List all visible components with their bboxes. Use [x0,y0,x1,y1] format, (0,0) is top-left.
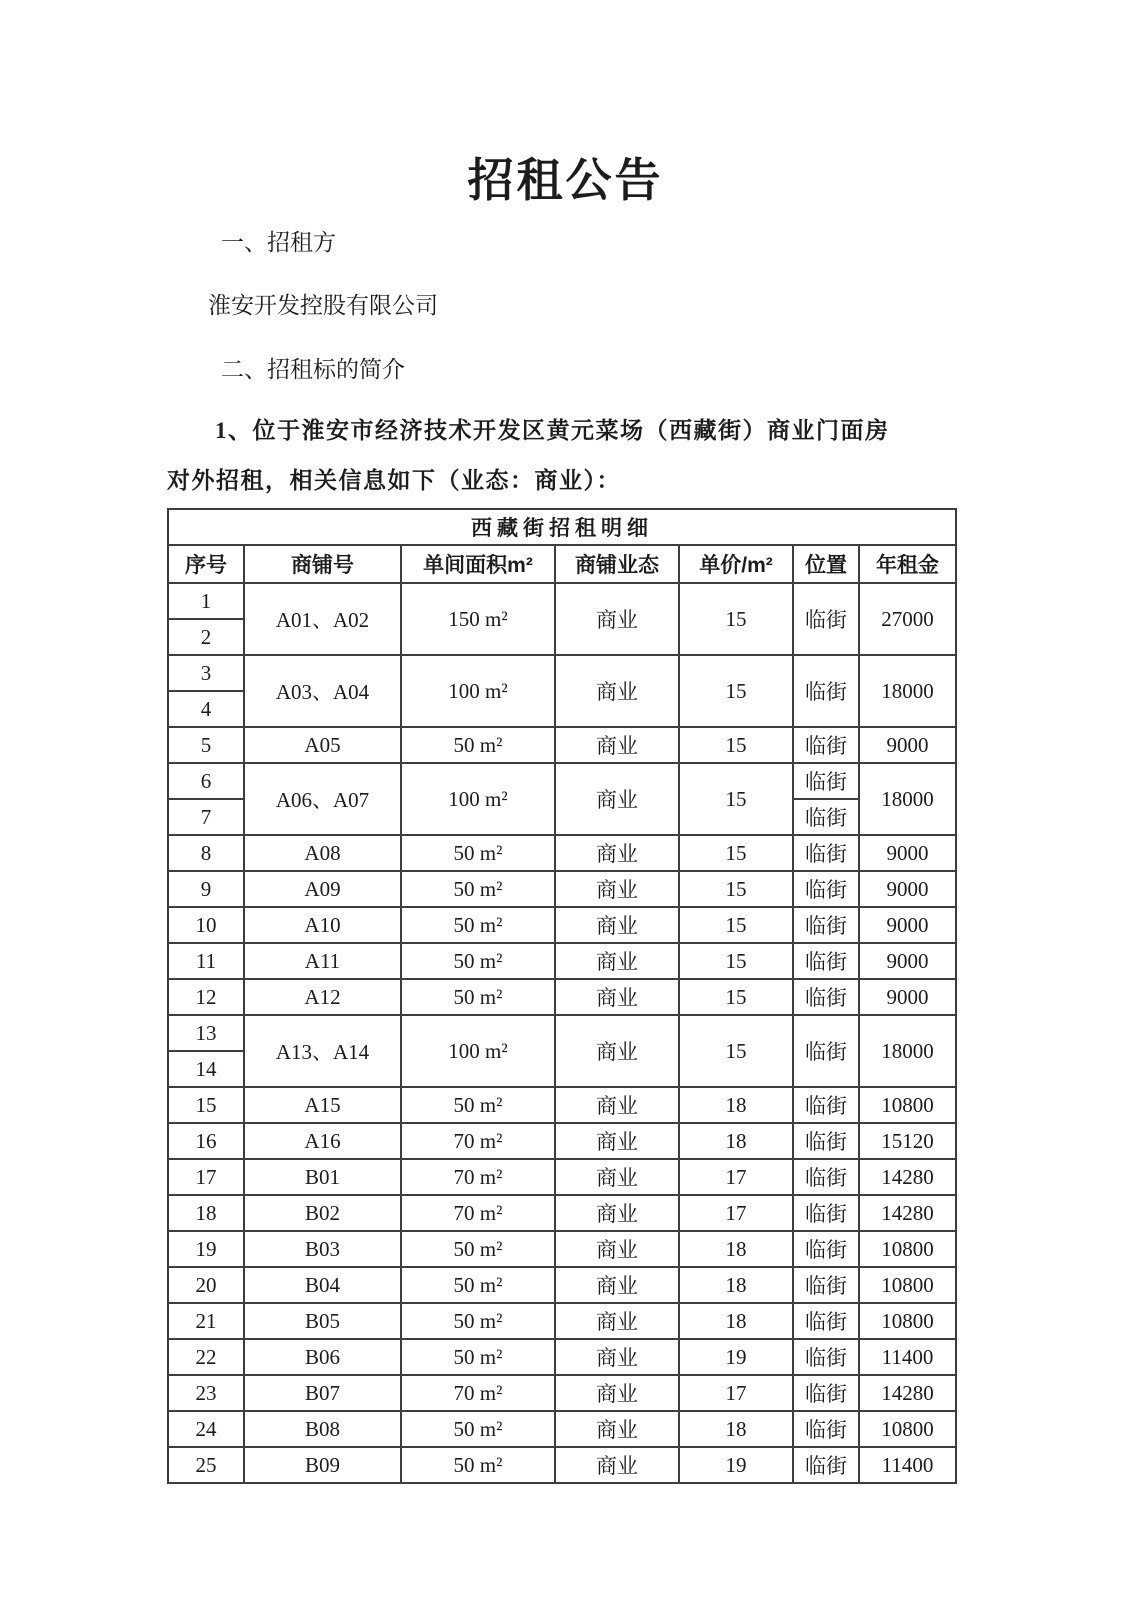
column-header: 位置 [793,545,859,583]
seq-cell: 1 [168,583,244,619]
annual-rent-cell: 11400 [859,1339,956,1375]
business-type-cell: 商业 [555,871,679,907]
shop-number-cell: A11 [244,943,401,979]
shop-number-cell: B01 [244,1159,401,1195]
business-type-cell: 商业 [555,1231,679,1267]
unit-price-cell: 15 [679,655,793,727]
business-type-cell: 商业 [555,1015,679,1087]
table-row [168,1303,956,1339]
business-type-cell: 商业 [555,763,679,835]
table-row [168,1447,956,1483]
location-cell: 临街 [793,1123,859,1159]
unit-price-cell: 15 [679,907,793,943]
unit-price-cell: 17 [679,1375,793,1411]
annual-rent-cell: 15120 [859,1123,956,1159]
business-type-cell: 商业 [555,1303,679,1339]
annual-rent-cell: 18000 [859,763,956,835]
seq-cell: 17 [168,1159,244,1195]
table-title-row [168,509,956,545]
unit-price-cell: 19 [679,1339,793,1375]
location-cell: 临街 [793,907,859,943]
unit-price-cell: 15 [679,583,793,655]
seq-cell: 11 [168,943,244,979]
annual-rent-cell: 10800 [859,1087,956,1123]
location-cell: 临街 [793,871,859,907]
seq-cell: 14 [168,1051,244,1087]
unit-price-cell: 18 [679,1087,793,1123]
location-cell: 临街 [793,1411,859,1447]
lessor-name: 淮安开发控股有限公司 [208,293,438,318]
rental-table [167,508,957,1484]
column-header: 年租金 [859,545,956,583]
table-row [168,1123,956,1159]
seq-cell: 4 [168,691,244,727]
seq-cell: 9 [168,871,244,907]
unit-area-cell: 50 m² [401,943,555,979]
location-cell: 临街 [793,763,859,799]
business-type-cell: 商业 [555,907,679,943]
seq-cell: 12 [168,979,244,1015]
seq-cell: 6 [168,763,244,799]
location-cell: 临街 [793,1159,859,1195]
seq-cell: 25 [168,1447,244,1483]
business-type-cell: 商业 [555,835,679,871]
shop-number-cell: A15 [244,1087,401,1123]
shop-number-cell: A09 [244,871,401,907]
table-row [168,943,956,979]
section-one-heading: 一、招租方 [221,230,336,255]
unit-price-cell: 18 [679,1303,793,1339]
annual-rent-cell: 9000 [859,871,956,907]
location-cell: 临街 [793,979,859,1015]
annual-rent-cell: 9000 [859,907,956,943]
location-cell: 临街 [793,1339,859,1375]
shop-number-cell: A10 [244,907,401,943]
annual-rent-cell: 10800 [859,1231,956,1267]
unit-price-cell: 15 [679,835,793,871]
table-row [168,1159,956,1195]
location-cell: 临街 [793,583,859,655]
location-cell: 临街 [793,799,859,835]
unit-price-cell: 15 [679,763,793,835]
seq-cell: 15 [168,1087,244,1123]
column-header: 商铺号 [244,545,401,583]
table-row [168,583,956,619]
seq-cell: 23 [168,1375,244,1411]
intro-paragraph [167,406,962,506]
seq-cell: 16 [168,1123,244,1159]
seq-cell: 21 [168,1303,244,1339]
shop-number-cell: B05 [244,1303,401,1339]
annual-rent-cell: 18000 [859,655,956,727]
column-header: 单价/m² [679,545,793,583]
table-row [168,727,956,763]
seq-cell: 22 [168,1339,244,1375]
location-cell: 临街 [793,1303,859,1339]
unit-area-cell: 50 m² [401,1267,555,1303]
unit-area-cell: 100 m² [401,1015,555,1087]
business-type-cell: 商业 [555,655,679,727]
location-cell: 临街 [793,1015,859,1087]
annual-rent-cell: 14280 [859,1159,956,1195]
location-cell: 临街 [793,1375,859,1411]
seq-cell: 2 [168,619,244,655]
table-body [168,583,956,1483]
shop-number-cell: B08 [244,1411,401,1447]
seq-cell: 19 [168,1231,244,1267]
annual-rent-cell: 14280 [859,1195,956,1231]
unit-price-cell: 18 [679,1267,793,1303]
location-cell: 临街 [793,655,859,727]
unit-area-cell: 100 m² [401,655,555,727]
annual-rent-cell: 10800 [859,1411,956,1447]
business-type-cell: 商业 [555,1339,679,1375]
business-type-cell: 商业 [555,1375,679,1411]
shop-number-cell: A01、A02 [244,583,401,655]
unit-area-cell: 50 m² [401,979,555,1015]
shop-number-cell: A06、A07 [244,763,401,835]
business-type-cell: 商业 [555,727,679,763]
table-row [168,907,956,943]
location-cell: 临街 [793,727,859,763]
seq-cell: 18 [168,1195,244,1231]
unit-area-cell: 50 m² [401,1339,555,1375]
annual-rent-cell: 11400 [859,1447,956,1483]
document-title: 招租公告 [467,155,664,206]
annual-rent-cell: 9000 [859,979,956,1015]
table-row [168,1087,956,1123]
shop-number-cell: B03 [244,1231,401,1267]
shop-number-cell: A16 [244,1123,401,1159]
unit-area-cell: 50 m² [401,835,555,871]
annual-rent-cell: 27000 [859,583,956,655]
location-cell: 临街 [793,1231,859,1267]
business-type-cell: 商业 [555,1087,679,1123]
annual-rent-cell: 9000 [859,727,956,763]
unit-area-cell: 50 m² [401,727,555,763]
table-row [168,979,956,1015]
unit-area-cell: 50 m² [401,1447,555,1483]
unit-price-cell: 17 [679,1159,793,1195]
unit-area-cell: 50 m² [401,1411,555,1447]
seq-cell: 24 [168,1411,244,1447]
unit-area-cell: 50 m² [401,871,555,907]
unit-price-cell: 15 [679,943,793,979]
unit-area-cell: 70 m² [401,1375,555,1411]
unit-price-cell: 17 [679,1195,793,1231]
table-row [168,871,956,907]
table-row [168,835,956,871]
shop-number-cell: A13、A14 [244,1015,401,1087]
annual-rent-cell: 14280 [859,1375,956,1411]
annual-rent-cell: 10800 [859,1303,956,1339]
table-row [168,655,956,691]
location-cell: 临街 [793,1267,859,1303]
seq-cell: 10 [168,907,244,943]
annual-rent-cell: 18000 [859,1015,956,1087]
column-header: 序号 [168,545,244,583]
business-type-cell: 商业 [555,1159,679,1195]
business-type-cell: 商业 [555,583,679,655]
table-row [168,1231,956,1267]
unit-price-cell: 19 [679,1447,793,1483]
table-row [168,1195,956,1231]
table-header-row [168,545,956,583]
location-cell: 临街 [793,1447,859,1483]
business-type-cell: 商业 [555,979,679,1015]
seq-cell: 7 [168,799,244,835]
business-type-cell: 商业 [555,1267,679,1303]
shop-number-cell: A12 [244,979,401,1015]
seq-cell: 3 [168,655,244,691]
business-type-cell: 商业 [555,1123,679,1159]
seq-cell: 20 [168,1267,244,1303]
unit-price-cell: 15 [679,979,793,1015]
unit-area-cell: 100 m² [401,763,555,835]
shop-number-cell: A05 [244,727,401,763]
unit-area-cell: 50 m² [401,907,555,943]
shop-number-cell: A08 [244,835,401,871]
shop-number-cell: B04 [244,1267,401,1303]
location-cell: 临街 [793,1087,859,1123]
table-row [168,1015,956,1051]
seq-cell: 8 [168,835,244,871]
shop-number-cell: B07 [244,1375,401,1411]
unit-area-cell: 50 m² [401,1303,555,1339]
table-row [168,1339,956,1375]
annual-rent-cell: 9000 [859,943,956,979]
unit-price-cell: 15 [679,727,793,763]
unit-area-cell: 70 m² [401,1123,555,1159]
business-type-cell: 商业 [555,1195,679,1231]
shop-number-cell: B09 [244,1447,401,1483]
seq-cell: 13 [168,1015,244,1051]
unit-price-cell: 15 [679,1015,793,1087]
unit-area-cell: 150 m² [401,583,555,655]
unit-area-cell: 50 m² [401,1231,555,1267]
shop-number-cell: A03、A04 [244,655,401,727]
table-row [168,1267,956,1303]
intro-paragraph-line1: 1、位于淮安市经济技术开发区黄元菜场（西藏街）商业门面房 [215,418,890,443]
seq-cell: 5 [168,727,244,763]
annual-rent-cell: 9000 [859,835,956,871]
section-two-heading: 二、招租标的简介 [221,357,405,382]
location-cell: 临街 [793,943,859,979]
unit-area-cell: 70 m² [401,1195,555,1231]
column-header: 单间面积m² [401,545,555,583]
table-row [168,763,956,799]
unit-price-cell: 18 [679,1123,793,1159]
annual-rent-cell: 10800 [859,1267,956,1303]
table-title: 西藏街招租明细 [168,509,956,545]
shop-number-cell: B06 [244,1339,401,1375]
location-cell: 临街 [793,1195,859,1231]
business-type-cell: 商业 [555,1447,679,1483]
shop-number-cell: B02 [244,1195,401,1231]
business-type-cell: 商业 [555,1411,679,1447]
intro-paragraph-line2: 对外招租，相关信息如下（业态：商业）： [167,468,621,493]
business-type-cell: 商业 [555,943,679,979]
table-row [168,1375,956,1411]
unit-price-cell: 18 [679,1231,793,1267]
unit-price-cell: 18 [679,1411,793,1447]
column-header: 商铺业态 [555,545,679,583]
unit-area-cell: 50 m² [401,1087,555,1123]
table-row [168,1411,956,1447]
unit-area-cell: 70 m² [401,1159,555,1195]
location-cell: 临街 [793,835,859,871]
unit-price-cell: 15 [679,871,793,907]
